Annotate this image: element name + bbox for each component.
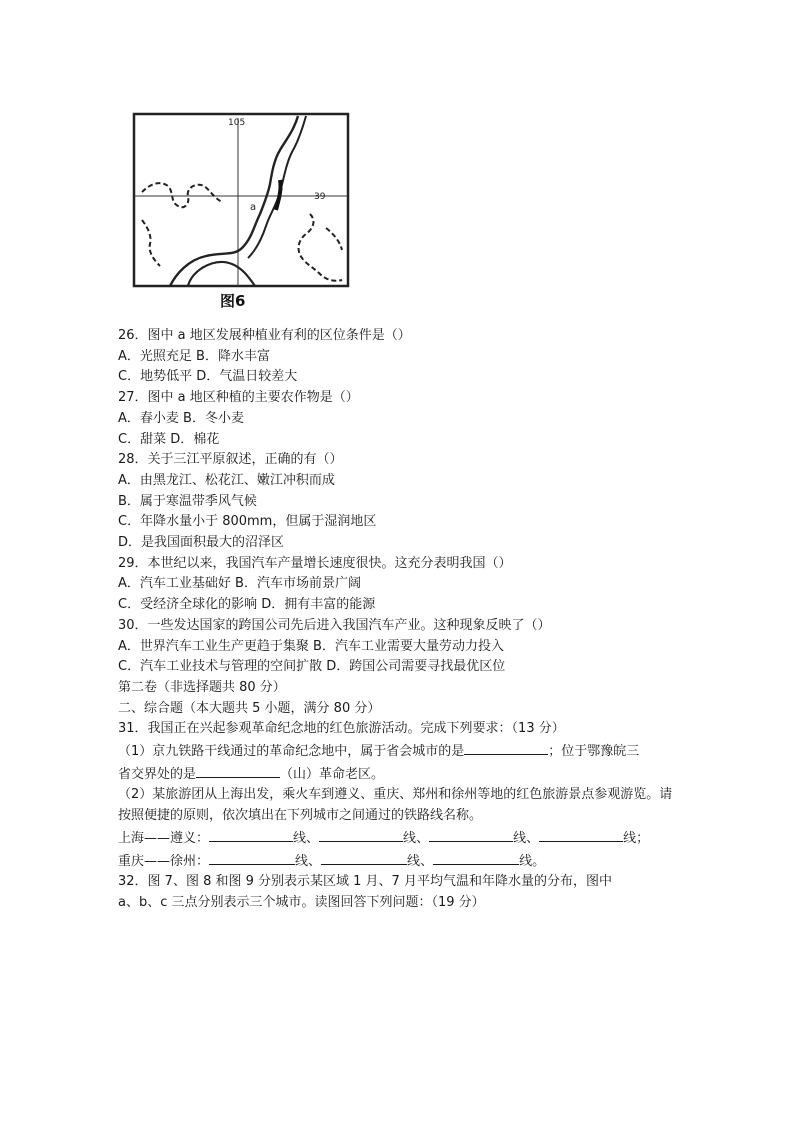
q27-options-2: C．甜菜 D．棉花: [118, 431, 220, 447]
q27-options-1: A．春小麦 B．冬小麦: [118, 410, 244, 426]
xian-label: 线: [293, 830, 307, 846]
q28-option-b: B．属于寒温带季风气候: [118, 493, 257, 509]
q30-options-2: C．汽车工业技术与管理的空间扩散 D．跨国公司需要寻找最优区位: [118, 659, 506, 675]
q26-options-1: A．光照充足 B．降水丰富: [118, 348, 270, 364]
q31-part1-text-a: （1）京九铁路干线通过的革命纪念地中，属于省会城市的是: [118, 744, 465, 760]
xian-label: 线: [513, 830, 527, 846]
sep: 、: [526, 830, 540, 846]
q32-line1: 32．图 7、图 8 和图 9 分别表示某区域 1 月、7 月平均气温和年降水量的分布，图中: [118, 874, 612, 890]
answer-blank-route1-3[interactable]: [429, 827, 513, 842]
q31-part1-line1: [118, 740, 678, 763]
latitude-label: 39: [314, 192, 326, 202]
q31-part1-text-d: （山）革命老区。: [280, 766, 385, 782]
route-chongqing-xuzhou: [118, 850, 678, 873]
sep: 、: [306, 830, 320, 846]
q29-stem: 29．本世纪以来，我国汽车产量增长速度很快。这充分表明我国（）: [118, 555, 512, 571]
answer-blank-capital-city[interactable]: [464, 740, 548, 755]
route-2-label: 重庆——徐州：: [118, 853, 210, 869]
figure-caption: 图6: [220, 292, 246, 310]
route-shanghai-zunyi: [118, 827, 678, 850]
xian-label: 线: [407, 853, 421, 869]
q29-options-1: A．汽车工业基础好 B．汽车市场前景广阔: [118, 576, 361, 592]
part2-title: 第二卷（非选择题共 80 分）: [118, 679, 286, 695]
q28-option-c: C．年降水量小于 800mm，但属于湿润地区: [118, 514, 377, 530]
xian-label: 线: [403, 830, 417, 846]
q31-part1-text-c: 省交界处的是: [118, 766, 197, 782]
q30-options-1: A．世界汽车工业生产更趋于集聚 B．汽车工业需要大量劳动力投入: [118, 638, 504, 654]
sep: 、: [308, 853, 322, 869]
section-heading: 二、综合题（本大题共 5 小题，满分 80 分）: [118, 700, 381, 716]
q27-stem: 27．图中 a 地区种植的主要农作物是（）: [118, 390, 359, 406]
route-1-label: 上海——遵义：: [118, 830, 210, 846]
q28-stem: 28．关于三江平原叙述，正确的有（）: [118, 452, 343, 468]
end-mark: 。: [532, 853, 546, 869]
q31-part1-line2: [118, 763, 678, 786]
xian-label: 线: [519, 853, 533, 869]
sep: 、: [420, 853, 434, 869]
q31-part1-text-b: ；位于鄂豫皖三: [548, 744, 640, 760]
q26-options-2: C．地势低平 D．气温日较差大: [118, 369, 298, 385]
answer-blank-route2-2[interactable]: [321, 850, 407, 865]
q28-option-a: A．由黑龙江、松花江、嫩江冲积而成: [118, 472, 335, 488]
point-a-label: a: [250, 202, 257, 213]
q31-part2: （2）某旅游团从上海出发，乘火车到遵义、重庆、郑州和徐州等地的红色旅游景点参观游览。请按照便捷的原则，依次填出在下列城市之间通过的铁路线名称。: [118, 787, 673, 824]
end-mark: ；: [636, 830, 650, 846]
q32-line2: a、b、c 三点分别表示三个城市。读图回答下列问题：（19 分）: [118, 894, 485, 910]
answer-blank-route1-2[interactable]: [319, 827, 403, 842]
answer-blank-mountain[interactable]: [196, 763, 280, 778]
q31-stem: 31．我国正在兴起参观革命纪念地的红色旅游活动。完成下列要求：（13 分）: [118, 721, 565, 737]
figure-6-map: [130, 110, 360, 310]
map-svg: [130, 110, 360, 310]
q29-options-2: C．受经济全球化的影响 D．拥有丰富的能源: [118, 597, 376, 613]
answer-blank-route1-4[interactable]: [539, 827, 623, 842]
sep: 、: [416, 830, 430, 846]
xian-label: 线: [295, 853, 309, 869]
q28-option-d: D．是我国面积最大的沼泽区: [118, 535, 285, 551]
answer-blank-route2-3[interactable]: [433, 850, 519, 865]
xian-label: 线: [623, 830, 637, 846]
answer-blank-route2-1[interactable]: [209, 850, 295, 865]
q30-stem: 30．一些发达国家的跨国公司先后进入我国汽车产业。这种现象反映了（）: [118, 617, 551, 633]
q26-stem: 26．图中 a 地区发展种植业有利的区位条件是（）: [118, 328, 411, 343]
question-text: [118, 326, 678, 914]
answer-blank-route1-1[interactable]: [209, 827, 293, 842]
longitude-label: 105: [228, 118, 246, 128]
